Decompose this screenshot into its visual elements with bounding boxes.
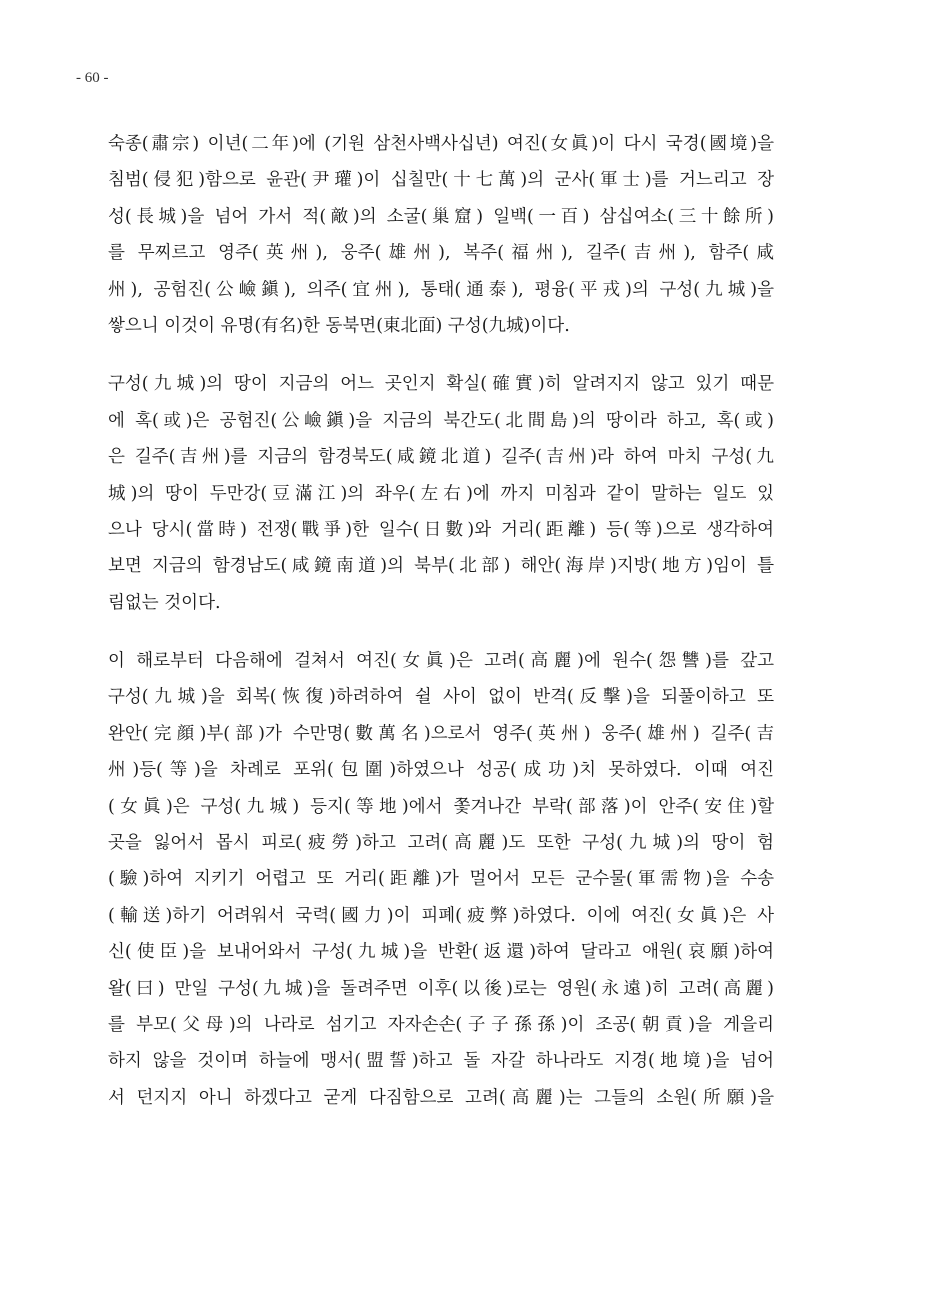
- text-line: 성(長城)을 넘어 가서 적(敵)의 소굴(巢窟) 일백(一百) 삼십여소(三十餘所): [108, 206, 774, 227]
- text-line: 으나 당시(當時) 전쟁(戰爭)한 일수(日數)와 거리(距離) 등(等)으로 생각하여: [108, 519, 774, 540]
- text-line: 구성(九城)을 회복(恢復)하려하여 쉴 사이 없이 반격(反擊)을 되풀이하고 또: [108, 687, 774, 708]
- text-line: 서 던지지 아니 하겠다고 굳게 다짐함으로 고려(高麗)는 그들의 소원(所願)을: [108, 1087, 774, 1108]
- text-line: 왈(曰) 만일 구성(九城)을 돌려주면 이후(以後)로는 영원(永遠)히 고려(高麗): [108, 978, 774, 999]
- text-line: 를 무찌르고 영주(英州), 웅주(雄州), 복주(福州), 길주(吉州), 함주(咸: [108, 243, 774, 264]
- paragraph-1: [108, 126, 774, 344]
- text-line: 구성(九城)의 땅이 지금의 어느 곳인지 확실(確實)히 알려지지 않고 있기 때문: [108, 374, 774, 395]
- text-line: (女眞)은 구성(九城) 등지(等地)에서 쫓겨나간 부락(部落)이 안주(安住)할: [108, 796, 774, 817]
- text-line: 완안(完顔)부(部)가 수만명(數萬名)으로서 영주(英州) 웅주(雄州) 길주(吉: [108, 723, 774, 744]
- paragraph-2: [108, 366, 774, 621]
- document-body: [108, 126, 774, 1138]
- text-line: 城)의 땅이 두만강(豆滿江)의 좌우(左右)에 까지 미침과 같이 말하는 일도 있: [108, 483, 774, 504]
- text-line: 보면 지금의 함경남도(咸鏡南道)의 북부(北部) 해안(海岸)지방(地方)임이 틀: [108, 556, 774, 577]
- text-line: (驗)하여 지키기 어렵고 또 거리(距離)가 멀어서 모든 군수물(軍需物)을 수송: [108, 869, 774, 890]
- text-line: 하지 않을 것이며 하늘에 맹서(盟誓)하고 돌 자갈 하나라도 지경(地境)을 넘어: [108, 1051, 774, 1072]
- text-line: 숙종(肅宗) 이년(二年)에 (기원 삼천사백사십년) 여진(女眞)이 다시 국경(國境)을: [108, 134, 774, 154]
- text-line: 州), 공험진(公嶮鎭), 의주(宜州), 통태(通泰), 평융(平戎)의 구성(九城)을: [108, 279, 774, 300]
- text-line: 림없는 것이다.: [108, 592, 221, 613]
- text-line: 를 부모(父母)의 나라로 섬기고 자자손손(子子孫孫)이 조공(朝貢)을 게을리: [108, 1014, 774, 1035]
- paragraph-3: [108, 643, 774, 1116]
- text-line: 곳을 잃어서 몹시 피로(疲勞)하고 고려(高麗)도 또한 구성(九城)의 땅이 험: [108, 833, 774, 854]
- page-number: - 60 -: [76, 70, 109, 86]
- text-line: (輸送)하기 어려워서 국력(國力)이 피폐(疲弊)하였다. 이에 여진(女眞)은 사: [108, 905, 774, 926]
- text-line: 은 길주(吉州)를 지금의 함경북도(咸鏡北道) 길주(吉州)라 하여 마치 구성(九: [108, 447, 774, 468]
- text-line: 침범(侵犯)함으로 윤관(尹瓘)이 십칠만(十七萬)의 군사(軍士)를 거느리고 장: [108, 170, 774, 191]
- text-line: 이 해로부터 다음해에 걸쳐서 여진(女眞)은 고려(高麗)에 원수(怨讐)를 갚고: [108, 651, 774, 672]
- text-line: 州)등(等)을 차례로 포위(包圍)하였으나 성공(成功)치 못하였다. 이때 여진: [108, 760, 774, 781]
- text-line: 쌓으니 이것이 유명(有名)한 동북면(東北面) 구성(九城)이다.: [108, 315, 570, 336]
- text-line: 에 혹(或)은 공험진(公嶮鎭)을 지금의 북간도(北間島)의 땅이라 하고, 혹(或): [108, 410, 774, 431]
- text-line: 신(使臣)을 보내어와서 구성(九城)을 반환(返還)하여 달라고 애원(哀願)하여: [108, 942, 774, 963]
